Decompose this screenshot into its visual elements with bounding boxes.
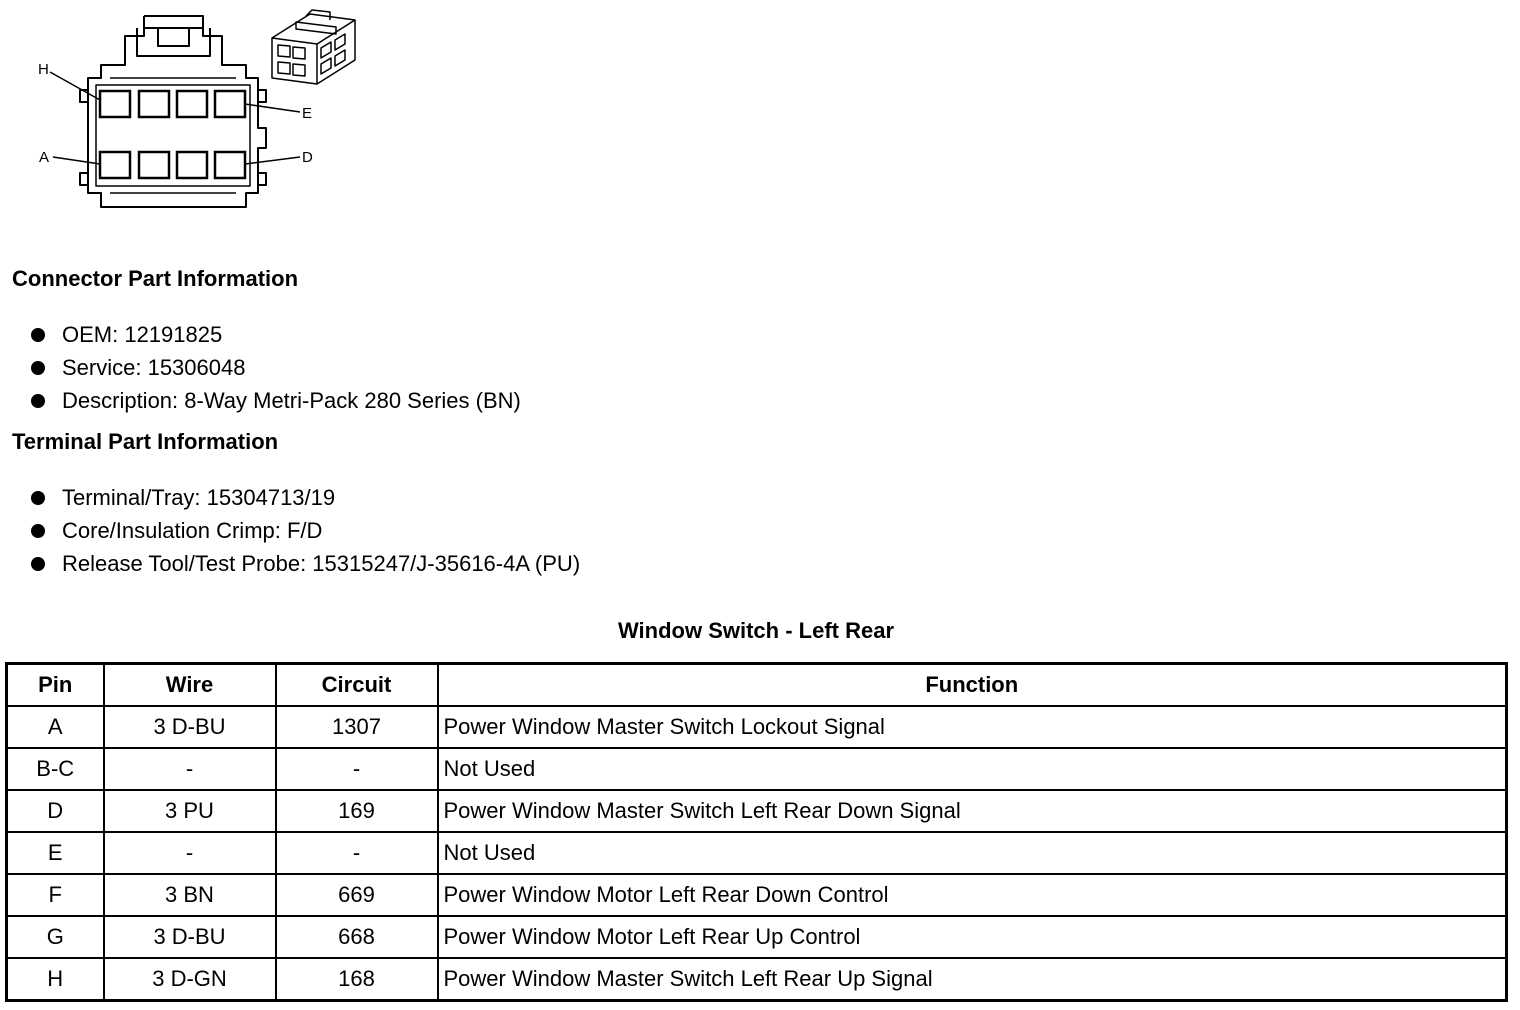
connector-iso-illustration	[272, 10, 355, 84]
cell-function: Power Window Master Switch Left Rear Up Signal	[438, 958, 1507, 1001]
cell-circuit: -	[276, 832, 438, 874]
cavity-a	[100, 152, 130, 178]
table-header-row	[7, 664, 1507, 707]
terminal-part-list	[28, 481, 580, 580]
cell-wire: -	[104, 748, 276, 790]
bullet-icon	[31, 394, 45, 408]
cell-wire: 3 D-BU	[104, 916, 276, 958]
pin-label-a: A	[39, 149, 50, 166]
cell-circuit: 168	[276, 958, 438, 1001]
cell-pin: D	[7, 790, 104, 832]
pin-label-h: H	[38, 61, 49, 78]
cell-circuit: -	[276, 748, 438, 790]
cell-circuit: 169	[276, 790, 438, 832]
list-item-text: Description: 8-Way Metri-Pack 280 Series (BN)	[62, 388, 521, 413]
cell-function: Power Window Motor Left Rear Up Control	[438, 916, 1507, 958]
cell-function: Power Window Master Switch Left Rear Down Signal	[438, 790, 1507, 832]
cell-pin: H	[7, 958, 104, 1001]
table-row	[7, 790, 1507, 832]
cell-pin: F	[7, 874, 104, 916]
cell-wire: 3 PU	[104, 790, 276, 832]
cell-wire: 3 D-GN	[104, 958, 276, 1001]
table-row	[7, 874, 1507, 916]
cell-function: Not Used	[438, 832, 1507, 874]
cell-wire: 3 BN	[104, 874, 276, 916]
bullet-icon	[31, 361, 45, 375]
cell-wire: 3 D-BU	[104, 706, 276, 748]
connector-latch	[137, 16, 210, 56]
table-row	[7, 958, 1507, 1001]
list-item	[28, 481, 580, 514]
bullet-icon	[31, 557, 45, 571]
table-row	[7, 748, 1507, 790]
list-item	[28, 547, 580, 580]
column-header-function: Function	[438, 664, 1507, 707]
cell-pin: A	[7, 706, 104, 748]
list-item-text: OEM: 12191825	[62, 322, 223, 347]
list-item	[28, 351, 521, 384]
pin-cavities	[100, 91, 245, 178]
connector-part-title: Connector Part Information	[12, 266, 299, 291]
list-item-text: Terminal/Tray: 15304713/19	[62, 485, 336, 510]
list-item-text: Service: 15306048	[62, 355, 246, 380]
column-header-pin: Pin	[7, 664, 104, 707]
pin-table-title: Window Switch - Left Rear	[617, 618, 895, 643]
cell-function: Power Window Motor Left Rear Down Control	[438, 874, 1507, 916]
bullet-icon	[31, 491, 45, 505]
table-row	[7, 916, 1507, 958]
bullet-icon	[31, 328, 45, 342]
cell-function: Power Window Master Switch Lockout Signal	[438, 706, 1507, 748]
list-item	[28, 318, 521, 351]
cavity-h	[100, 91, 130, 117]
cell-pin: B-C	[7, 748, 104, 790]
list-item-text: Release Tool/Test Probe: 15315247/J-35616-4A (PU)	[62, 551, 581, 576]
cavity-e	[215, 91, 245, 117]
bullet-icon	[31, 524, 45, 538]
cavity-d	[215, 152, 245, 178]
terminal-part-title: Terminal Part Information	[12, 429, 279, 454]
column-header-circuit: Circuit	[276, 664, 438, 707]
pin-table	[5, 662, 1508, 1002]
list-item	[28, 384, 521, 417]
table-row	[7, 832, 1507, 874]
pin-label-e: E	[302, 105, 313, 122]
cell-pin: E	[7, 832, 104, 874]
list-item	[28, 514, 580, 547]
cell-circuit: 669	[276, 874, 438, 916]
list-item-text: Core/Insulation Crimp: F/D	[62, 518, 323, 543]
cell-wire: -	[104, 832, 276, 874]
column-header-wire: Wire	[104, 664, 276, 707]
table-row	[7, 706, 1507, 748]
pin-label-d: D	[302, 149, 313, 166]
cell-circuit: 668	[276, 916, 438, 958]
cell-circuit: 1307	[276, 706, 438, 748]
cell-function: Not Used	[438, 748, 1507, 790]
cell-pin: G	[7, 916, 104, 958]
connector-part-list	[28, 318, 521, 417]
connector-diagram	[0, 0, 380, 225]
